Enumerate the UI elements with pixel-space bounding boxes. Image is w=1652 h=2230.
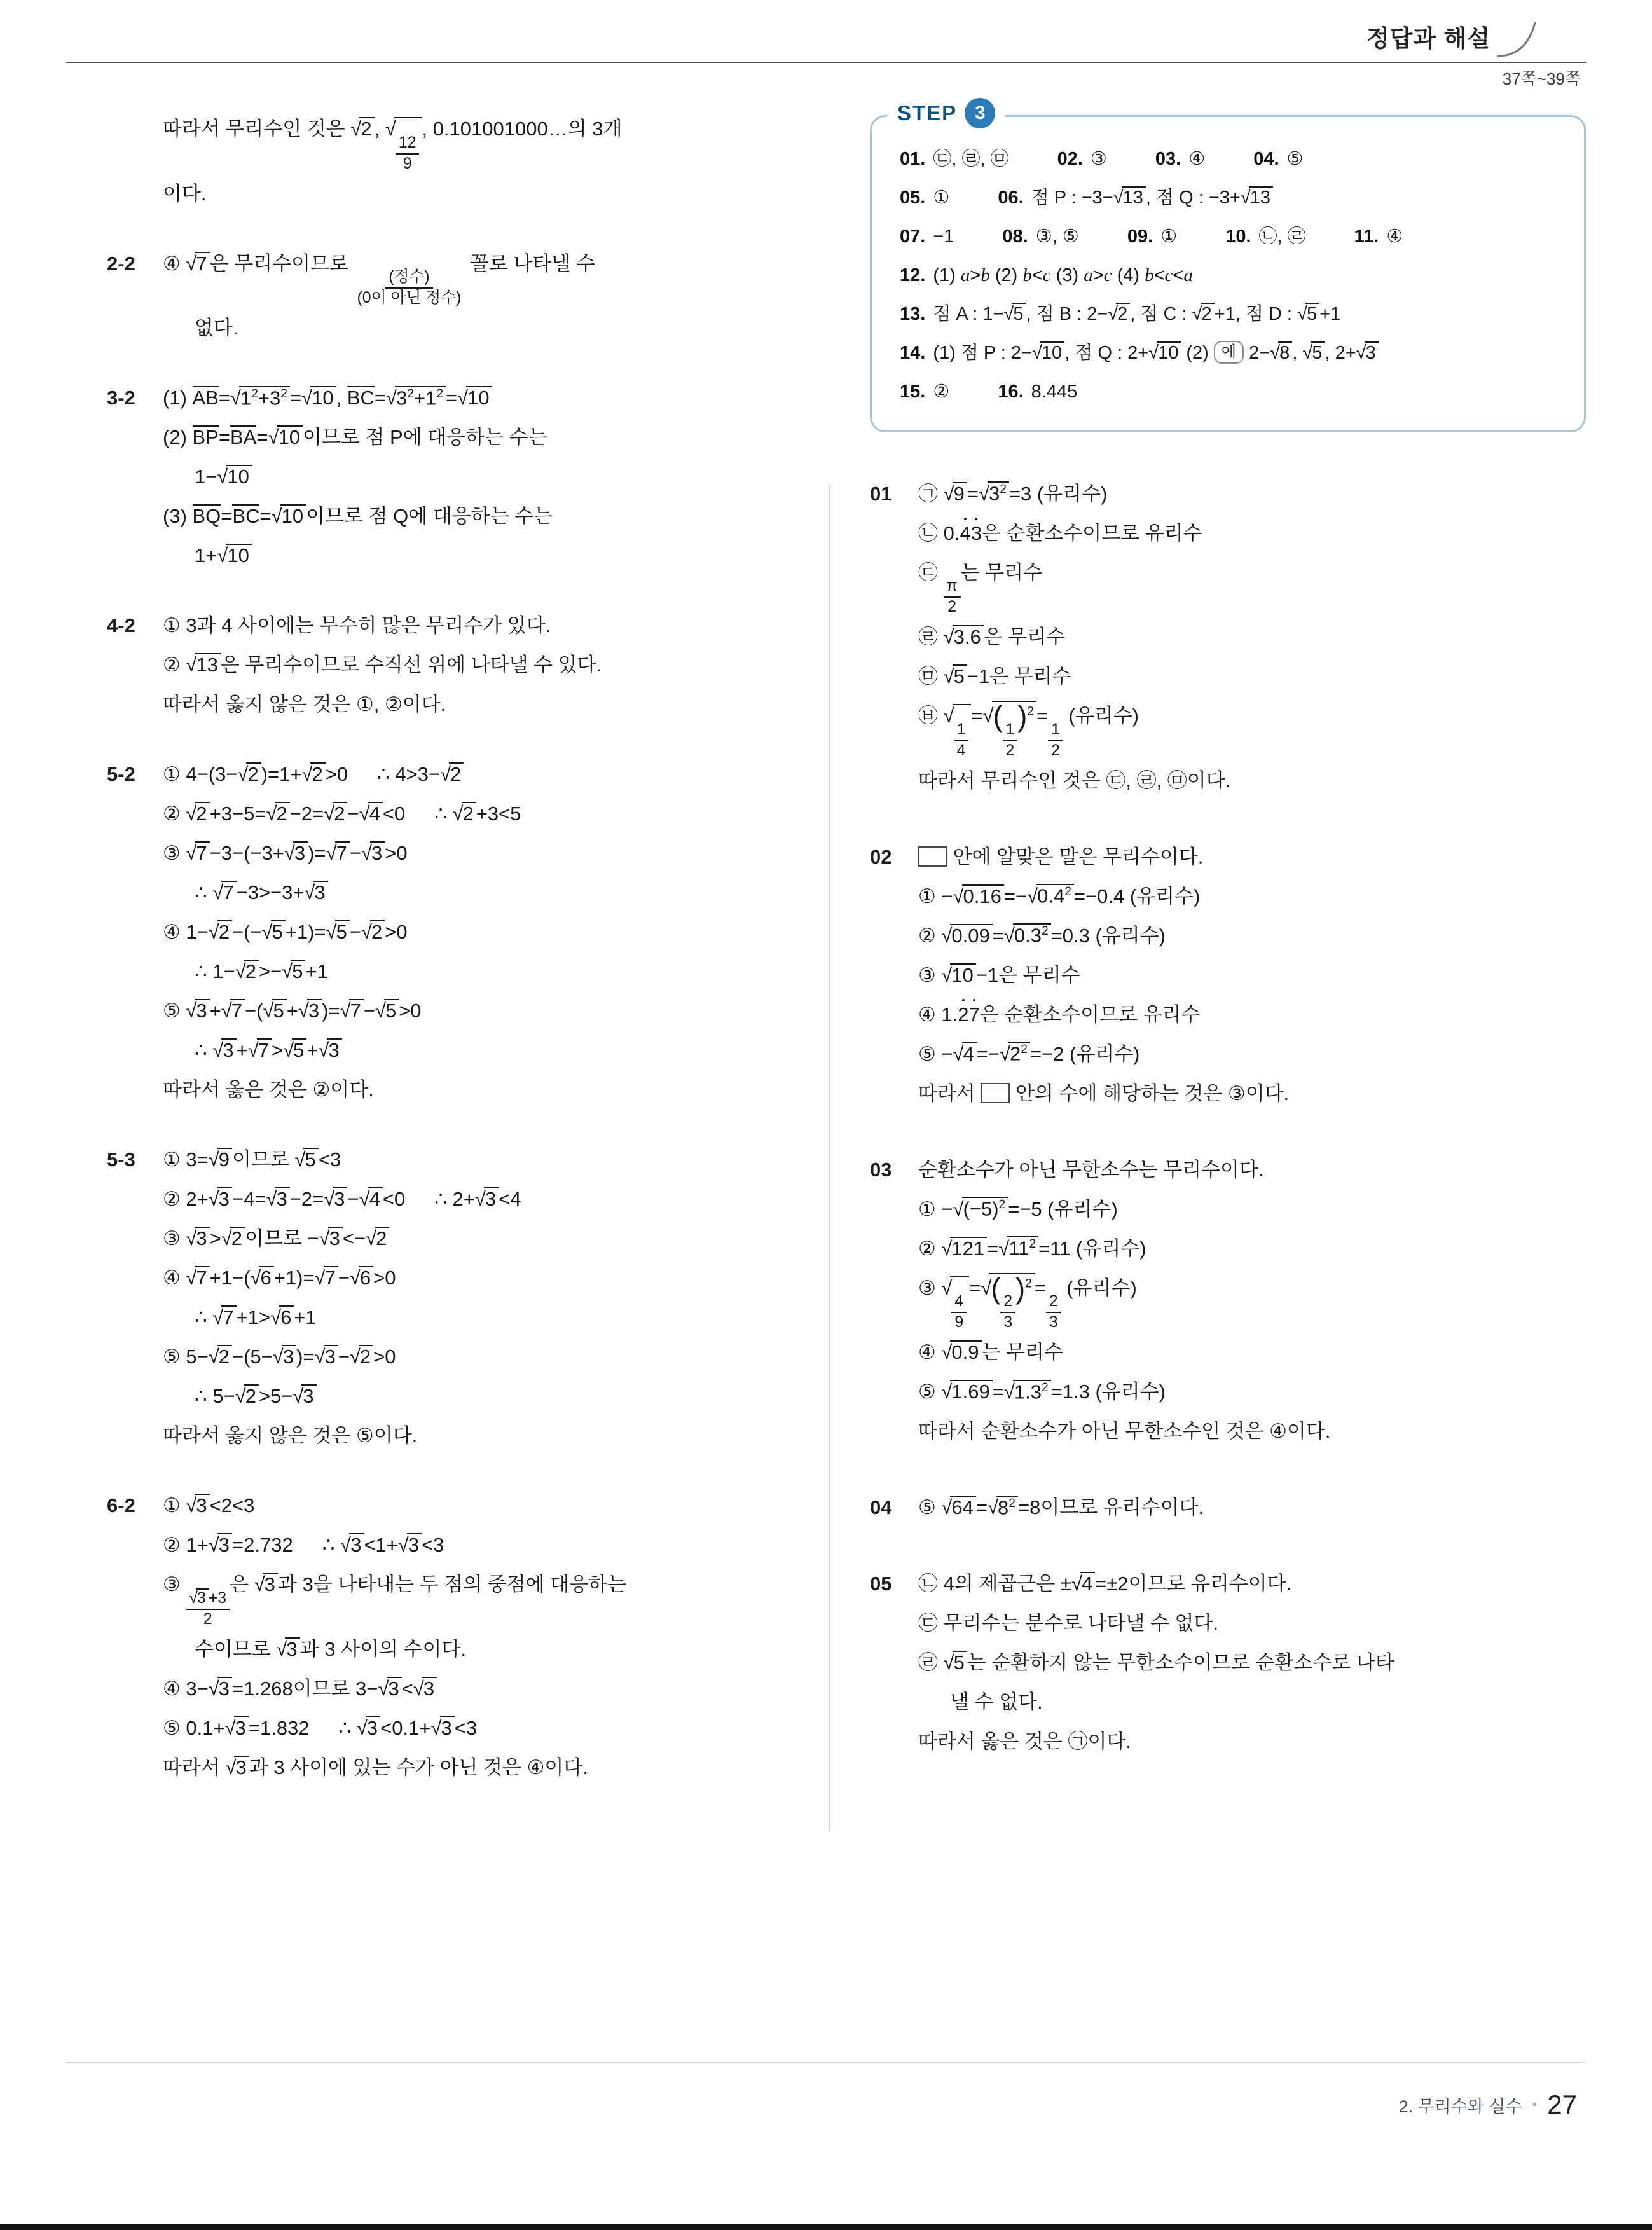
solution-block — [107, 606, 801, 724]
answer-list — [900, 145, 1566, 406]
page-bottom-edge — [0, 2224, 1652, 2230]
page-footer — [1399, 2089, 1577, 2120]
solution-body — [918, 474, 1586, 801]
solution-line: ② 2+√3 −4=√3 −2=√3 −√4 <0 ∴ 2+√3 <4 — [163, 1188, 521, 1211]
solution-block — [107, 244, 801, 348]
solution-line: 수이므로 √3 과 3 사이의 수이다. — [195, 1637, 466, 1660]
solution-line: ㉣ √5 는 순환하지 않는 무한소수이므로 순환소수로 나타 — [918, 1651, 1394, 1674]
solution-line: 따라서 안의 수에 해당하는 것은 ③이다. — [918, 1082, 1290, 1105]
solution-line: ① $-√0.16 =-√0.4^2 =-0.4$ (유리수) — [918, 884, 1201, 907]
solution-line: ② $√121 =√11^2 =11$ (유리수) — [918, 1237, 1146, 1260]
solution-line: ⑤ $√1.69 =√1.3^2 =1.3$ (유리수) — [918, 1380, 1166, 1403]
solution-line: ③ √ $\frac{4}{9}$ =√( $\frac{2}{3}$ )$^2$ = $\frac{2}{3}$ (유리수) — [918, 1269, 1586, 1333]
solution-line: ③ √7 −3−(−3+√3 )=√7 −√3 >0 — [163, 842, 408, 865]
solution-line: 1+√10 — [163, 536, 801, 575]
answer-item: 06. 점 P : −3−√13 , 점 Q : −3+√13 — [998, 184, 1273, 212]
solution-body — [163, 109, 801, 214]
column-divider — [829, 485, 830, 1831]
solution-line: ③ $\frac{√3 +3}{2}$ 은 √3 과 3을 나타내는 두 점의 중점에 대응하는 — [163, 1573, 626, 1628]
solution-line: 안에 알맞은 말은 무리수이다. — [918, 837, 1586, 877]
solution-body — [163, 244, 801, 348]
solution-label: 01 — [870, 482, 892, 505]
answer-row — [900, 223, 1566, 251]
solution-label: 4-2 — [107, 614, 135, 637]
solution-body — [163, 1486, 801, 1787]
solution-block — [870, 1150, 1586, 1452]
solution-line: ㉤ √5 −1은 무리수 — [918, 665, 1071, 688]
solution-line: ㉡ 4의 제곱근은 ±√4 =±2이므로 유리수이다. — [918, 1573, 1292, 1595]
solution-line: ㉣ √3.6 은 무리수 — [918, 626, 1066, 649]
solution-block — [107, 109, 801, 214]
answer-item: 01. ㉢, ㉣, ㉤ — [900, 149, 1009, 169]
solution-line: ⑤ √3 +√7 −(√5 +√3 )=√7 −√5 >0 — [163, 1000, 422, 1022]
solution-block — [870, 474, 1586, 801]
solution-line: (2) BP=BA=√10 이므로 점 P에 대응하는 수는 — [163, 426, 547, 449]
solution-body — [918, 1564, 1586, 1761]
solution-line: ∴ √3 +√7 >√5 +√3 — [163, 1031, 801, 1070]
solution-body — [163, 1140, 801, 1456]
step-label: STEP — [897, 101, 958, 125]
solution-line: (1) $AB=√1^2+3^2 =√10$ , $BC=√3^2+1^2 =√10$ — [163, 378, 801, 418]
answer-row — [900, 339, 1566, 368]
solution-label: 04 — [870, 1496, 892, 1519]
answer-row — [900, 378, 1566, 406]
header-title: 정답과 해설 — [1366, 25, 1490, 52]
solution-line: 순환소수가 아닌 무한소수는 무리수이다. — [918, 1158, 1264, 1181]
solution-line: ⑤ $-√4 =-√2^2 =-2$ (유리수) — [918, 1042, 1140, 1065]
page-range: 37쪽~39쪽 — [1502, 69, 1581, 88]
solution-block — [107, 378, 801, 575]
answer-item: 07. −1 — [900, 226, 954, 247]
solution-line: ① 4−(3−√2 )=1+√2 >0 ∴ 4>3−√2 — [163, 755, 801, 794]
solution-body — [918, 1150, 1586, 1452]
solution-label: 2-2 — [107, 252, 135, 275]
solution-label: 05 — [870, 1573, 892, 1595]
solution-line: ④ √7 +1−(√6 +1)=√7 −√6 >0 — [163, 1267, 396, 1290]
solution-line: ⑤ 5−√2 −(5−√3 )=√3 −√2 >0 — [163, 1346, 396, 1368]
answer-item: 09. ① — [1127, 226, 1178, 247]
right-column — [870, 66, 1586, 1798]
solution-line: 낼 수 없다. — [950, 1691, 1043, 1714]
solution-line: 따라서 무리수인 것은 √2 , √ $\frac{12}{9}$ , 0.101001000…의 3개 — [163, 109, 801, 174]
solution-line: ① √3 <2<3 — [163, 1494, 255, 1517]
solution-line: 따라서 √3 과 3 사이에 있는 수가 아닌 것은 ④이다. — [163, 1756, 588, 1779]
solution-line: ④ 1.27은 순환소수이므로 유리수 — [918, 1003, 1201, 1026]
solution-label: 5-2 — [107, 763, 135, 786]
solution-block — [107, 755, 801, 1110]
solution-label: 5-3 — [107, 1148, 135, 1171]
solution-line: ③ √10 −1은 무리수 — [918, 963, 1080, 986]
answer-item: 13. 점 A : 1−√5 , 점 B : 2−√2 , 점 C : √2 +1, 점 D : √5 +1 — [900, 303, 1341, 324]
header-ornament-icon — [1497, 20, 1538, 57]
solution-line: ㉥ √ $\frac{1}{4}$ =√( $\frac{1}{2}$ )$^2$ = $\frac{1}{2}$ (유리수) — [918, 696, 1586, 761]
solution-block — [870, 1564, 1586, 1761]
solution-line: ② $√0.09 =√0.3^2 =0.3$ (유리수) — [918, 924, 1166, 947]
solution-block — [870, 837, 1586, 1113]
solution-line: 1−√10 — [163, 457, 801, 497]
solution-line: ④ 3−√3 =1.268이므로 3−√3 <√3 — [163, 1669, 801, 1709]
step-answer-box — [870, 101, 1586, 432]
solution-line: ④ √0.9 는 무리수 — [918, 1341, 1063, 1364]
solution-line: ∴ 1−√2 >−√5 +1 — [195, 960, 328, 983]
solution-body — [918, 1488, 1586, 1527]
answer-item: 05. ① — [900, 187, 950, 208]
footer-rule — [66, 2062, 1586, 2063]
answer-item: 12. (1) a>b (2) b<c (3) a>c (4) b<c<a — [900, 265, 1193, 286]
answer-item: 14. (1) 점 P : 2−√10 , 점 Q : 2+√10 (2) 예 2−√8 , √5 , 2+√3 — [900, 339, 1379, 368]
solution-line: 따라서 무리수인 것은 ㉢, ㉣, ㉤이다. — [918, 769, 1231, 792]
solution-line: ② √2 +3−5=√2 −2=√2 −√4 <0 ∴ √2 +3<5 — [163, 802, 521, 825]
header-rule — [66, 62, 1586, 63]
answer-item: 02. ③ — [1057, 149, 1107, 169]
solution-line: (3) BQ=BC=√10 이므로 점 Q에 대응하는 수는 — [163, 505, 553, 528]
solution-line: ㉢ 무리수는 분수로 나타낼 수 없다. — [918, 1612, 1218, 1635]
solution-line: 없다. — [195, 317, 238, 340]
solution-line: ㉠ $√9 =√3^2 =3$ (유리수) — [918, 482, 1108, 505]
solution-block — [107, 1140, 801, 1456]
solution-line: ① 3과 4 사이에는 무수히 많은 무리수가 있다. — [163, 614, 551, 637]
solution-line: ① $-√(-5)^2 =-5$ (유리수) — [918, 1197, 1118, 1220]
footer-bullet-icon: • — [1532, 2096, 1538, 2112]
step-number-badge: 3 — [965, 98, 995, 128]
step-tab — [887, 98, 1005, 128]
solution-block — [107, 1486, 801, 1787]
solution-label: 03 — [870, 1158, 892, 1181]
page-header — [1366, 19, 1538, 53]
footer-chapter: 2. 무리수와 실수 — [1398, 2096, 1522, 2116]
solution-body — [163, 378, 801, 575]
solution-label: 6-2 — [107, 1494, 135, 1517]
answer-item: 08. ③, ⑤ — [1002, 226, 1079, 247]
answer-item: 03. ④ — [1155, 149, 1206, 169]
solution-line: ㉡ 0.43은 순환소수이므로 유리수 — [918, 521, 1202, 544]
solution-line: ∴ 5−√2 >5−√3 — [163, 1377, 801, 1416]
answer-item: 04. ⑤ — [1253, 149, 1304, 169]
solution-line: ④ √7 은 무리수이므로 $\frac{\text{(정수)}}{\text{(0이 아닌 정수)}}$ 꼴로 나타낼 수 — [163, 252, 595, 307]
solution-line: 이다. — [163, 182, 207, 205]
solution-line: ∴ √7 −3>−3+√3 — [163, 873, 801, 912]
solution-line: 따라서 옳지 않은 것은 ①, ②이다. — [163, 693, 446, 716]
solution-block — [870, 1488, 1586, 1527]
left-column — [107, 109, 801, 1818]
footer-page-number: 27 — [1547, 2089, 1577, 2119]
solution-line: ⑤ 0.1+√3 =1.832 ∴ √3 <0.1+√3 <3 — [163, 1716, 478, 1739]
answer-row — [900, 300, 1566, 329]
solution-line: 따라서 순환소수가 아닌 무한소수인 것은 ④이다. — [918, 1420, 1331, 1443]
solution-line: 따라서 옳은 것은 ㉠이다. — [918, 1730, 1131, 1753]
solution-line: ∴ √7 +1>√6 +1 — [195, 1306, 317, 1329]
right-solution-blocks — [870, 474, 1586, 1762]
answer-row — [900, 145, 1566, 174]
solution-line: ㉢ $\frac{\pi}{2}$ 는 무리수 — [918, 561, 1043, 616]
solution-body — [163, 755, 801, 1110]
solution-body — [163, 606, 801, 724]
answer-item: 11. ④ — [1354, 226, 1403, 247]
solution-body — [918, 837, 1586, 1113]
solution-line: ② 1+√3 =2.732 ∴ √3 <1+√3 <3 — [163, 1534, 444, 1557]
answer-row — [900, 184, 1566, 212]
solution-label: 02 — [870, 845, 892, 868]
solution-line: 따라서 옳은 것은 ②이다. — [163, 1078, 374, 1101]
solution-line: ③ √3 >√2 이므로 −√3 <−√2 — [163, 1219, 801, 1258]
solution-line: ⑤ $√64 =√8^2 =8$이므로 유리수이다. — [918, 1496, 1204, 1519]
solution-line: ④ 1−√2 −(−√5 +1)=√5 −√2 >0 — [163, 921, 408, 944]
solution-line: ② √13 은 무리수이므로 수직선 위에 나타낼 수 있다. — [163, 654, 602, 677]
solution-line: 따라서 옳지 않은 것은 ⑤이다. — [163, 1424, 418, 1447]
answer-item: 15. ② — [900, 381, 950, 402]
answer-item: 10. ㉡, ㉣ — [1225, 226, 1306, 247]
answer-item: 16. 8.445 — [998, 381, 1078, 402]
answer-row — [900, 261, 1566, 290]
solution-label: 3-2 — [107, 387, 135, 410]
solution-line: ① 3=√9 이므로 √5 <3 — [163, 1148, 341, 1171]
